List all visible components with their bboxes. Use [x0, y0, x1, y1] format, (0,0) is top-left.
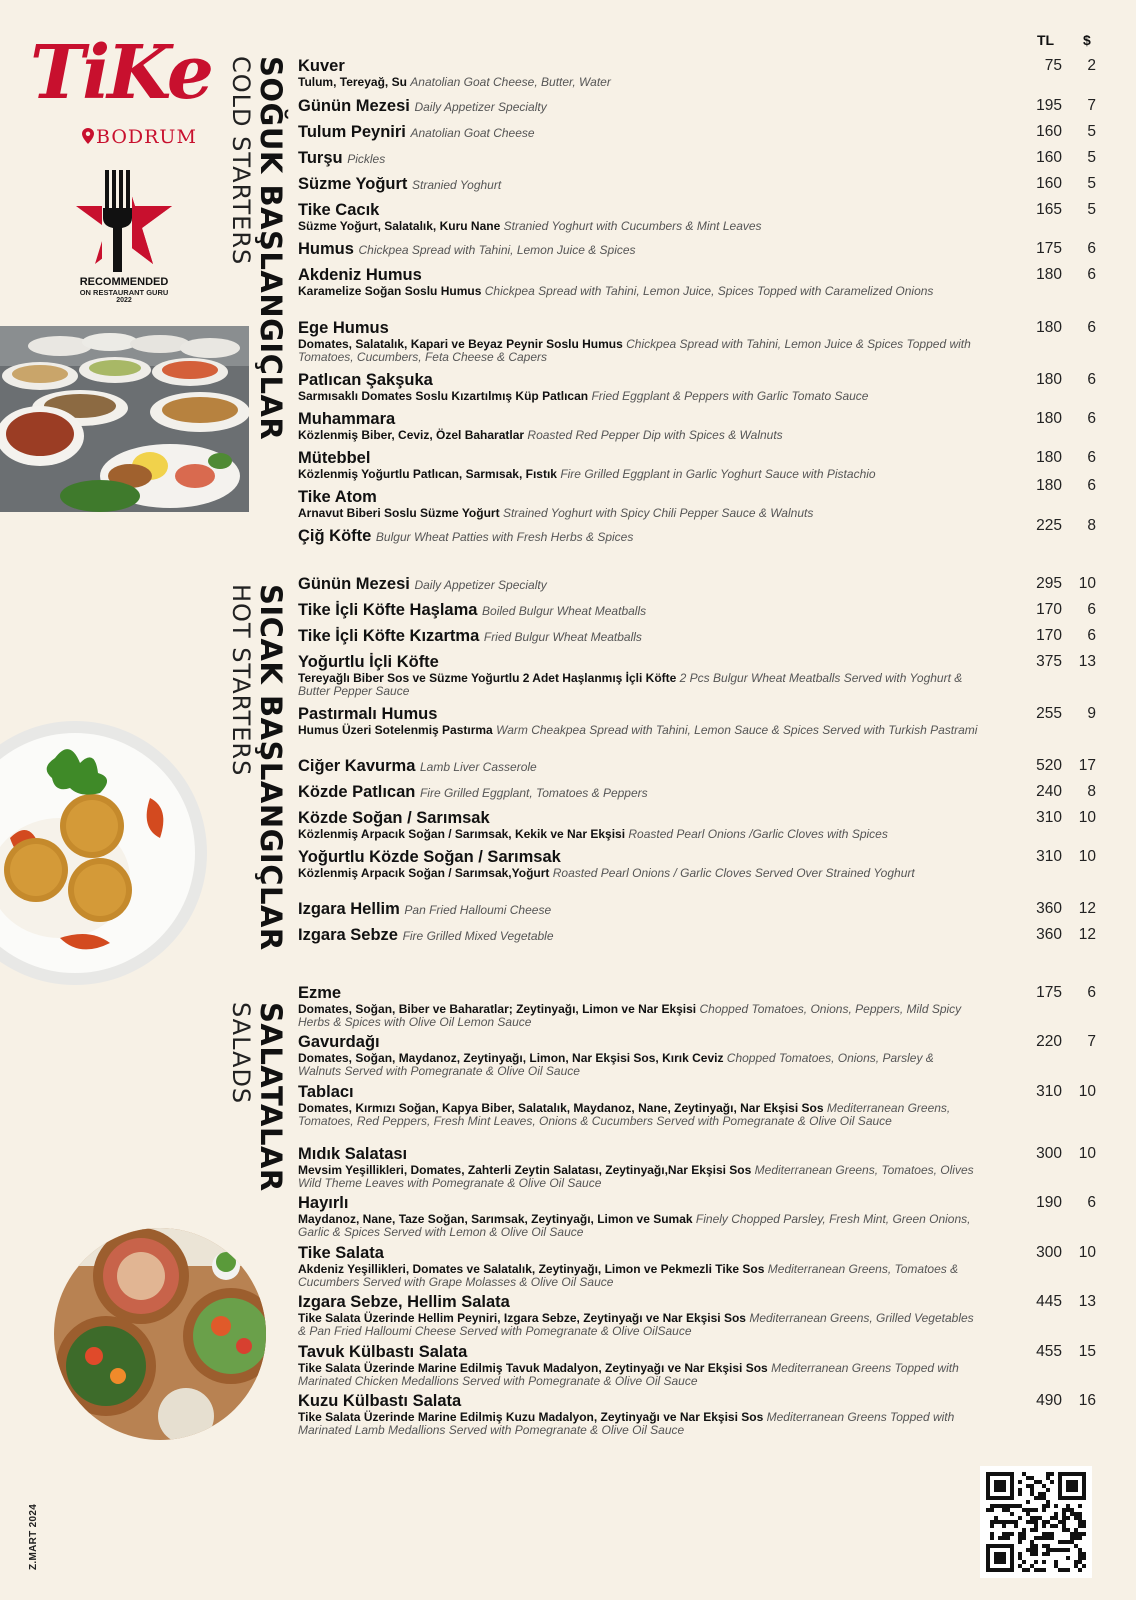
price-tl: 170	[1036, 627, 1062, 644]
menu-item-name: Tike Atom	[298, 488, 377, 506]
menu-item-description	[298, 828, 978, 841]
price-tl: 310	[1036, 848, 1062, 865]
price-usd: 6	[1087, 319, 1096, 336]
menu-item-desc-en: Mediterranean Greens Topped with Marinated Chicken Medallions Served with Pomegranate & Olive Oil Sauce	[298, 1361, 959, 1388]
menu-item	[298, 174, 1098, 195]
menu-item-desc-en: Warm Cheakpea Spread with Tahini, Lemon Sauce & Spices Served with Turkish Pastrami	[496, 723, 978, 737]
price-usd: 16	[1078, 1392, 1096, 1409]
menu-item-name: Gavurdağı	[298, 1033, 380, 1051]
menu-item-name-row	[298, 1391, 1098, 1411]
menu-item	[298, 704, 1098, 737]
price-usd: 5	[1087, 201, 1096, 218]
menu-item	[298, 899, 1098, 920]
price-usd: 10	[1078, 809, 1096, 826]
menu-item	[298, 574, 1098, 595]
menu-item-name-row	[298, 847, 1098, 867]
menu-item-english: Bulgur Wheat Patties with Fresh Herbs & Spices	[375, 530, 634, 544]
menu-item-name: Humus	[298, 240, 354, 258]
location-pin-icon	[82, 128, 94, 144]
menu-item-name: Izgara Sebze, Hellim Salata	[298, 1293, 510, 1311]
logo-location: BODRUM	[96, 126, 197, 148]
menu-item	[298, 756, 1098, 777]
menu-item-desc-tr: Domates, Soğan, Maydanoz, Zeytinyağı, Limon, Nar Ekşisi Sos, Kırık Ceviz	[298, 1051, 724, 1065]
menu-item-description	[298, 1164, 978, 1189]
menu-item-name-row	[298, 1144, 1098, 1164]
price-usd: 5	[1087, 123, 1096, 140]
price-tl: 175	[1036, 240, 1062, 257]
price-tl: 75	[1044, 57, 1062, 74]
menu-item-name-row	[298, 1032, 1098, 1052]
menu-item-name: Kuzu Külbastı Salata	[298, 1392, 462, 1410]
menu-item-english: Fire Grilled Mixed Vegetable	[402, 929, 554, 943]
menu-item-english: Boiled Bulgur Wheat Meatballs	[482, 604, 647, 618]
menu-item-name-row	[298, 56, 1098, 76]
menu-item-desc-en: Fried Eggplant & Peppers with Garlic Tomato Sauce	[591, 389, 869, 403]
menu-item	[298, 808, 1098, 841]
menu-item-english: Lamb Liver Casserole	[419, 760, 537, 774]
price-tl: 180	[1036, 449, 1062, 466]
price-usd: 10	[1078, 1145, 1096, 1162]
menu-item-desc-en: Roasted Red Pepper Dip with Spices & Walnuts	[527, 428, 783, 442]
menu-item-name-row	[298, 574, 1098, 595]
section-title-hot-tr: SICAK BAŞLANGIÇLAR	[254, 584, 288, 951]
menu-item-name-row	[298, 370, 1098, 390]
menu-item-name: Yoğurtlu İçli Köfte	[298, 653, 439, 671]
menu-item-desc-tr: Mevsim Yeşillikleri, Domates, Zahterli Zeytin Salatası, Zeytinyağı,Nar Ekşisi Sos	[298, 1163, 752, 1177]
price-tl: 295	[1036, 575, 1062, 592]
price-tl: 310	[1036, 1083, 1062, 1100]
menu-item-desc-en: Anatolian Goat Cheese, Butter, Water	[410, 75, 611, 89]
menu-item-desc-tr: Tulum, Tereyağ, Su	[298, 75, 407, 89]
price-usd: 7	[1087, 1033, 1096, 1050]
menu-item-name-row	[298, 409, 1098, 429]
menu-item-name: Tike Salata	[298, 1244, 384, 1262]
price-usd: 6	[1087, 601, 1096, 618]
price-tl: 175	[1036, 984, 1062, 1001]
menu-item-desc-en: Roasted Pearl Onions / Garlic Cloves Served Over Strained Yoghurt	[552, 866, 915, 880]
menu-item-desc-en: Finely Chopped Parsley, Fresh Mint, Green Onions, Garlic & Spices Served with Lemon & Olive Oil Sauce	[298, 1212, 971, 1239]
price-tl: 445	[1036, 1293, 1062, 1310]
price-tl: 255	[1036, 705, 1062, 722]
menu-item-desc-en: Chickpea Spread with Tahini, Lemon Juice, Spices Topped with Caramelized Onions	[484, 284, 934, 298]
menu-item	[298, 782, 1098, 803]
menu-item-desc-en: Mediterranean Greens, Tomatoes & Cucumbers Served with Grape Molasses & Olive Oil Sauce	[298, 1262, 959, 1289]
menu-item-desc-tr: Közlenmiş Biber, Ceviz, Özel Baharatlar	[298, 428, 525, 442]
price-usd: 10	[1078, 1244, 1096, 1261]
menu-item-desc-en: Mediterranean Greens, Tomatoes, Olives Wild Theme Leaves with Pomegranate & Olive Oil Sauce	[298, 1163, 974, 1190]
menu-item-description	[298, 1003, 978, 1028]
price-usd: 6	[1087, 627, 1096, 644]
price-tl: 190	[1036, 1194, 1062, 1211]
menu-item-name-row	[298, 1292, 1098, 1312]
menu-item-name-row	[298, 1082, 1098, 1102]
menu-item	[298, 1342, 1098, 1387]
section-title-salads-tr: SALATALAR	[254, 1002, 288, 1192]
menu-item-name: Tulum Peyniri	[298, 123, 406, 141]
menu-item	[298, 1243, 1098, 1288]
menu-item	[298, 1391, 1098, 1436]
menu-item-name: Tavuk Külbastı Salata	[298, 1343, 468, 1361]
menu-item-desc-en: Mediterranean Greens, Tomatoes, Red Peppers, Fresh Mint Leaves, Onions & Cucumbers Served with Pomegranate & Olive Oil Sauce	[298, 1101, 951, 1128]
menu-item-name: Hayırlı	[298, 1194, 349, 1212]
menu-item-desc-tr: Tike Salata Üzerinde Marine Edilmiş Kuzu Madalyon, Zeytinyağı ve Nar Ekşisi Sos	[298, 1410, 764, 1424]
price-tl: 180	[1036, 477, 1062, 494]
menu-item-name: Mıdık Salatası	[298, 1145, 408, 1163]
menu-item-name: Tablacı	[298, 1083, 354, 1101]
menu-item-desc-tr: Süzme Yoğurt, Salatalık, Kuru Nane	[298, 219, 501, 233]
price-usd: 10	[1078, 1083, 1096, 1100]
menu-item-description	[298, 429, 978, 442]
menu-item	[298, 600, 1098, 621]
menu-item-name: Günün Mezesi	[298, 575, 410, 593]
menu-item-name: Turşu	[298, 149, 343, 167]
price-usd: 13	[1078, 1293, 1096, 1310]
price-tl: 160	[1036, 123, 1062, 140]
menu-item	[298, 983, 1098, 1028]
price-usd: 6	[1087, 410, 1096, 427]
menu-item-desc-tr: Domates, Soğan, Biber ve Baharatlar; Zeytinyağı, Limon ve Nar Ekşisi	[298, 1002, 697, 1016]
price-tl: 300	[1036, 1244, 1062, 1261]
star-fork-icon	[72, 168, 176, 274]
menu-item-name-row	[298, 899, 1098, 920]
menu-item-desc-tr: Karamelize Soğan Soslu Humus	[298, 284, 482, 298]
restaurant-guru-badge	[64, 168, 184, 328]
menu-item-description	[298, 724, 978, 737]
price-usd: 10	[1078, 848, 1096, 865]
price-usd: 17	[1078, 757, 1096, 774]
menu-item-desc-en: Chickpea Spread with Tahini, Lemon Juice & Spices Topped with Tomatoes, Cucumbers, Feta Cheese & Capers	[298, 337, 971, 364]
menu-item-desc-tr: Arnavut Biberi Soslu Süzme Yoğurt	[298, 506, 500, 520]
menu-item	[298, 265, 1098, 298]
menu-item-name: Tike Cacık	[298, 201, 380, 219]
price-tl: 300	[1036, 1145, 1062, 1162]
price-tl: 180	[1036, 410, 1062, 427]
menu-item-desc-tr: Tike Salata Üzerinde Marine Edilmiş Tavuk Madalyon, Zeytinyağı ve Nar Ekşisi Sos	[298, 1361, 768, 1375]
price-tl: 160	[1036, 149, 1062, 166]
menu-item-name: Süzme Yoğurt	[298, 175, 408, 193]
price-tl: 165	[1036, 201, 1062, 218]
menu-item-desc-tr: Humus Üzeri Sotelenmiş Pastırma	[298, 723, 493, 737]
menu-item-english: Fire Grilled Eggplant, Tomatoes & Peppers	[419, 786, 648, 800]
menu-item	[298, 200, 1098, 233]
price-tl: 520	[1036, 757, 1062, 774]
menu-item-english: Fried Bulgur Wheat Meatballs	[483, 630, 642, 644]
menu-item	[298, 925, 1098, 946]
menu-item-name-row	[298, 652, 1098, 672]
menu-item	[298, 56, 1098, 89]
price-tl: 490	[1036, 1392, 1062, 1409]
price-tl: 360	[1036, 900, 1062, 917]
menu-item	[298, 847, 1098, 880]
menu-item-desc-en: Fire Grilled Eggplant in Garlic Yoghurt Sauce with Pistachio	[560, 467, 876, 481]
menu-item-desc-tr: Közlenmiş Yoğurtlu Patlıcan, Sarmısak, Fıstık	[298, 467, 557, 481]
menu-item-description	[298, 468, 978, 481]
menu-item-description	[298, 76, 978, 89]
section-title-salads-en: SALADS	[227, 1002, 255, 1105]
price-usd: 6	[1087, 477, 1096, 494]
menu-item-description	[298, 1362, 978, 1387]
price-tl: 455	[1036, 1343, 1062, 1360]
menu-item-desc-tr: Közlenmiş Arpacık Soğan / Sarımsak,Yoğurt	[298, 866, 550, 880]
print-date: Z.MART 2024	[28, 1503, 39, 1570]
menu-item-english: Anatolian Goat Cheese	[410, 126, 535, 140]
menu-item-name-row	[298, 200, 1098, 220]
menu-item	[298, 526, 1098, 547]
menu-item-desc-en: Chopped Tomatoes, Onions, Parsley & Walnuts Served with Pomegranate & Olive Oil Sauce	[298, 1051, 934, 1078]
menu-item-name-row	[298, 756, 1098, 777]
menu-item-name-row	[298, 526, 1098, 547]
menu-item	[298, 370, 1098, 403]
menu-item-name: Ege Humus	[298, 319, 389, 337]
menu-item-desc-en: 2 Pcs Bulgur Wheat Meatballs Served with Yoghurt & Butter Pepper Sauce	[298, 671, 963, 698]
section-title-cold-en: COLD STARTERS	[227, 56, 255, 266]
section-title-cold-tr: SOĞUK BAŞLANGIÇLAR	[254, 56, 288, 441]
price-tl: 360	[1036, 926, 1062, 943]
price-usd: 15	[1078, 1343, 1096, 1360]
menu-item-name-row	[298, 96, 1098, 117]
menu-item-name-row	[298, 1243, 1098, 1263]
menu-item-desc-tr: Sarmısaklı Domates Soslu Kızartılmış Küp Patlıcan	[298, 389, 589, 403]
menu-item	[298, 1292, 1098, 1337]
price-tl: 160	[1036, 175, 1062, 192]
menu-item-description	[298, 867, 978, 880]
menu-item	[298, 487, 1098, 520]
menu-item-name: Izgara Hellim	[298, 900, 400, 918]
section-title-hot-en: HOT STARTERS	[227, 584, 255, 777]
menu-item-description	[298, 220, 978, 233]
menu-item	[298, 1144, 1098, 1189]
menu-item-description	[298, 1312, 978, 1337]
price-tl: 310	[1036, 809, 1062, 826]
price-tl: 225	[1036, 517, 1062, 534]
menu-item-name-row	[298, 148, 1098, 169]
price-usd: 12	[1078, 900, 1096, 917]
menu-item-english: Stranied Yoghurt	[412, 178, 502, 192]
menu-item-description	[298, 285, 978, 298]
menu-item-name: Akdeniz Humus	[298, 266, 422, 284]
price-usd: 6	[1087, 240, 1096, 257]
menu-item-description	[298, 1102, 978, 1127]
price-usd: 2	[1087, 57, 1096, 74]
menu-item	[298, 409, 1098, 442]
price-usd: 6	[1087, 449, 1096, 466]
price-tl: 180	[1036, 319, 1062, 336]
qr-code-icon[interactable]	[980, 1466, 1092, 1578]
menu-item-desc-tr: Domates, Salatalık, Kapari ve Beyaz Peynir Soslu Humus	[298, 337, 623, 351]
menu-item-name: Muhammara	[298, 410, 396, 428]
menu-item-name: Mütebbel	[298, 449, 371, 467]
menu-item	[298, 1193, 1098, 1238]
menu-item-desc-en: Mediterranean Greens Topped with Marinated Lamb Medallions Served with Pomegranate & Olive Oil Sauce	[298, 1410, 955, 1437]
price-tl: 180	[1036, 371, 1062, 388]
menu-item-desc-tr: Akdeniz Yeşillikleri, Domates ve Salatalık, Zeytinyağı, Limon ve Pekmezli Tike Sos	[298, 1262, 765, 1276]
menu-item-desc-tr: Tereyağlı Biber Sos ve Süzme Yoğurtlu 2 Adet Haşlanmış İçli Köfte	[298, 671, 677, 685]
menu-item	[298, 1032, 1098, 1077]
badge-year: 2022	[116, 297, 132, 304]
price-header-usd: $	[1083, 32, 1091, 48]
price-usd: 6	[1087, 1194, 1096, 1211]
menu-item-name: Pastırmalı Humus	[298, 705, 438, 723]
badge-subtitle: ON RESTAURANT GURU	[79, 288, 169, 297]
menu-item-english: Daily Appetizer Specialty	[414, 578, 547, 592]
menu-item-name-row	[298, 925, 1098, 946]
price-usd: 6	[1087, 371, 1096, 388]
menu-item	[298, 626, 1098, 647]
menu-item-name: Ciğer Kavurma	[298, 757, 416, 775]
menu-item-name: Közde Soğan / Sarımsak	[298, 809, 490, 827]
menu-item-description	[298, 1213, 978, 1238]
menu-item-name-row	[298, 983, 1098, 1003]
menu-item-desc-en: Stranied Yoghurt with Cucumbers & Mint Leaves	[503, 219, 762, 233]
menu-item-name-row	[298, 174, 1098, 195]
menu-item-name: Tike İçli Köfte Kızartma	[298, 627, 480, 645]
price-tl: 180	[1036, 266, 1062, 283]
price-tl: 195	[1036, 97, 1062, 114]
price-usd: 5	[1087, 175, 1096, 192]
icli-kofte-photo	[0, 718, 210, 988]
price-usd: 6	[1087, 984, 1096, 1001]
menu-item-name: Patlıcan Şakşuka	[298, 371, 433, 389]
menu-item-name-row	[298, 704, 1098, 724]
menu-item-name-row	[298, 122, 1098, 143]
menu-item-name-row	[298, 600, 1098, 621]
price-usd: 5	[1087, 149, 1096, 166]
menu-item-english: Pickles	[347, 152, 386, 166]
menu-item-name: Yoğurtlu Közde Soğan / Sarımsak	[298, 848, 561, 866]
logo-wordmark: TiKe	[30, 30, 211, 116]
menu-item-desc-en: Mediterranean Greens, Grilled Vegetables & Pan Fried Halloumi Cheese Served with Pomegranate & Olive OilSauce	[298, 1311, 974, 1338]
menu-item-description	[298, 1263, 978, 1288]
menu-item-description	[298, 507, 978, 520]
menu-item-english: Pan Fried Halloumi Cheese	[404, 903, 552, 917]
menu-item-name-row	[298, 626, 1098, 647]
menu-item-name: Izgara Sebze	[298, 926, 398, 944]
menu-item	[298, 652, 1098, 697]
meze-tray-photo	[0, 326, 249, 512]
menu-item-name-row	[298, 1193, 1098, 1213]
menu-item-name-row	[298, 487, 1098, 507]
menu-item	[298, 448, 1098, 481]
menu-item-desc-tr: Tike Salata Üzerinde Hellim Peyniri, Izgara Sebze, Zeytinyağı ve Nar Ekşisi Sos	[298, 1311, 746, 1325]
menu-item	[298, 122, 1098, 143]
price-tl: 170	[1036, 601, 1062, 618]
menu-item-english: Daily Appetizer Specialty	[414, 100, 547, 114]
menu-item	[298, 96, 1098, 117]
menu-item-name: Tike İçli Köfte Haşlama	[298, 601, 478, 619]
menu-item	[298, 1082, 1098, 1127]
menu-item-english: Chickpea Spread with Tahini, Lemon Juice & Spices	[358, 243, 636, 257]
menu-item	[298, 318, 1098, 363]
menu-item	[298, 148, 1098, 169]
tike-logo	[30, 30, 220, 156]
price-usd: 8	[1087, 783, 1096, 800]
price-usd: 13	[1078, 653, 1096, 670]
price-usd: 12	[1078, 926, 1096, 943]
menu-item-name: Ezme	[298, 984, 342, 1002]
menu-item-name-row	[298, 808, 1098, 828]
price-tl: 375	[1036, 653, 1062, 670]
price-usd: 9	[1087, 705, 1096, 722]
menu-item-name: Kuver	[298, 57, 345, 75]
menu-item-desc-en: Roasted Pearl Onions /Garlic Cloves with Spices	[628, 827, 888, 841]
menu-item-name-row	[298, 1342, 1098, 1362]
menu-item	[298, 239, 1098, 260]
menu-item-name-row	[298, 318, 1098, 338]
menu-item-description	[298, 672, 978, 697]
salads-photo	[46, 1226, 274, 1442]
menu-item-name: Közde Patlıcan	[298, 783, 416, 801]
price-tl: 240	[1036, 783, 1062, 800]
price-usd: 7	[1087, 97, 1096, 114]
price-header-tl: TL	[1037, 32, 1055, 48]
menu-item-description	[298, 1411, 978, 1436]
menu-item-desc-en: Chopped Tomatoes, Onions, Peppers, Mild Spicy Herbs & Spices with Olive Oil Lemon Sauce	[298, 1002, 962, 1029]
menu-item-description	[298, 1052, 978, 1077]
menu-item-desc-tr: Domates, Kırmızı Soğan, Kapya Biber, Salatalık, Maydanoz, Nane, Zeytinyağı, Nar Ekşisi Sos	[298, 1101, 824, 1115]
price-tl: 220	[1036, 1033, 1062, 1050]
menu-item-name-row	[298, 239, 1098, 260]
menu-item-name-row	[298, 265, 1098, 285]
menu-item-description	[298, 338, 978, 363]
menu-item-desc-en: Strained Yoghurt with Spicy Chili Pepper Sauce & Walnuts	[502, 506, 814, 520]
menu-item-name: Günün Mezesi	[298, 97, 410, 115]
price-usd: 8	[1087, 517, 1096, 534]
menu-item-name-row	[298, 782, 1098, 803]
badge-title: RECOMMENDED	[79, 276, 169, 288]
menu-item-desc-tr: Maydanoz, Nane, Taze Soğan, Sarımsak, Zeytinyağı, Limon ve Sumak	[298, 1212, 693, 1226]
price-usd: 6	[1087, 266, 1096, 283]
menu-item-name-row	[298, 448, 1098, 468]
price-usd: 10	[1078, 575, 1096, 592]
menu-item-desc-tr: Közlenmiş Arpacık Soğan / Sarımsak, Kekik ve Nar Ekşisi	[298, 827, 626, 841]
menu-item-name: Çiğ Köfte	[298, 527, 372, 545]
menu-item-description	[298, 390, 978, 403]
